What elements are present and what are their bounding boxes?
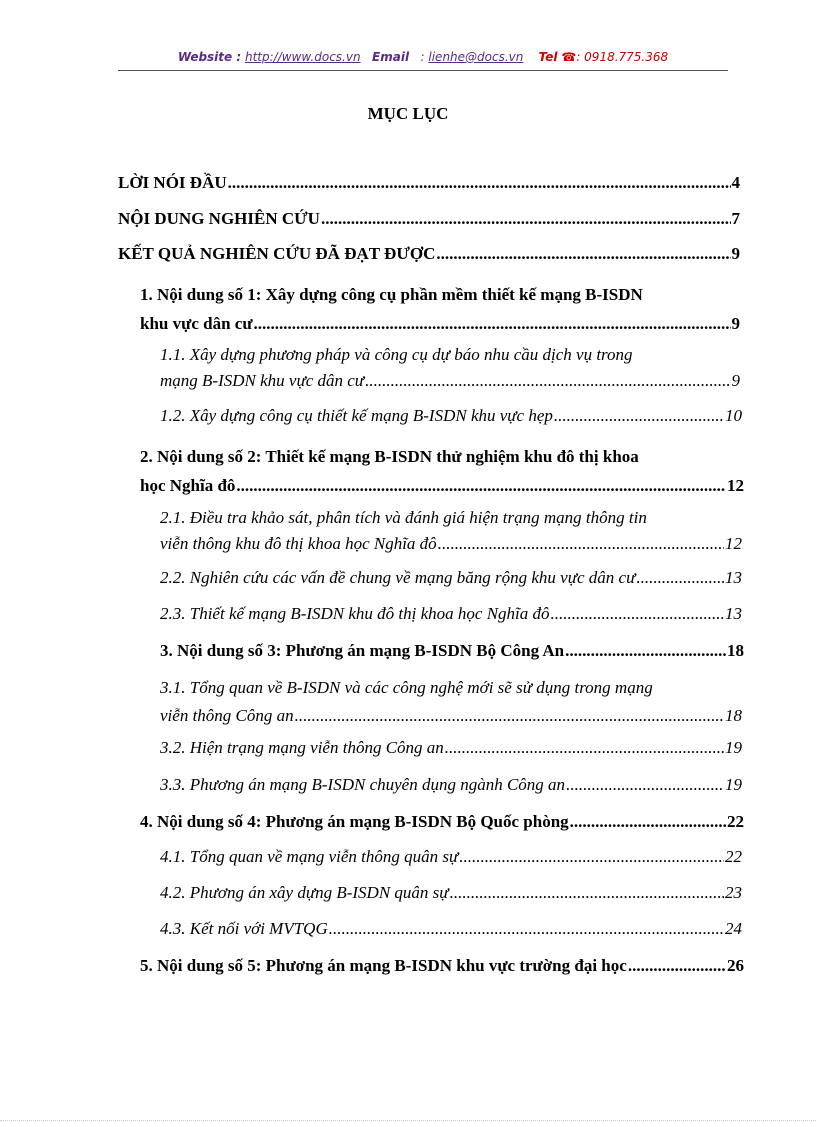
toc-page-number: 7 [731,209,740,228]
toc-entry-text: 2.1. Điều tra khảo sát, phân tích và đánh giá hiện trạng mạng thông tin [160,508,647,527]
toc-entry[interactable] [118,208,740,230]
toc-entry-text: học Nghĩa đô [140,476,236,495]
toc-entry-text: 1.2. Xây dựng công cụ thiết kế mạng B-ISDN khu vực hẹp [160,406,553,425]
website-link[interactable]: http://www.docs.vn [244,50,361,64]
toc-entry-text: viễn thông Công an [160,706,294,725]
tel-label: Tel [538,50,558,64]
toc-page-number: 19 [725,775,742,794]
phone-icon: ☎ [561,50,577,64]
toc-entry-text: NỘI DUNG NGHIÊN CỨU [118,209,320,228]
toc-entry[interactable] [118,243,740,265]
toc-entry-text: 2.3. Thiết kế mạng B-ISDN khu đô thị khoa học Nghĩa đô [160,604,550,623]
email-sep: : [420,50,425,64]
toc-page-number: 9 [731,244,740,263]
toc-page-number: 13 [725,604,742,623]
website-label: Website : [177,50,242,64]
toc-entry[interactable] [160,342,740,394]
toc-entry-text: KẾT QUẢ NGHIÊN CỨU ĐÃ ĐẠT ĐƯỢC [118,244,436,263]
toc-page-number: 22 [727,812,744,831]
toc-entry[interactable] [160,567,742,589]
toc-page-number: 9 [731,314,740,333]
toc-entry-text: 1.1. Xây dựng phương pháp và công cụ dự báo nhu cầu dịch vụ trong [160,345,633,364]
toc-entry-text: 2.2. Nghiên cứu các vấn đề chung về mạng băng rộng khu vực dân cư [160,568,636,587]
toc-entry-text: viễn thông khu đô thị khoa học Nghĩa đô [160,534,437,553]
toc-entry-text: khu vực dân cư [140,314,253,333]
toc-page-number: 4 [731,173,740,192]
toc-page-number: 10 [725,406,742,425]
site-header [118,50,728,64]
email-link[interactable]: lienhe@docs.vn [428,50,524,64]
toc-entry-text: 4.1. Tổng quan về mạng viễn thông quân sự [160,847,459,866]
toc-entry-text: mạng B-ISDN khu vực dân cư [160,371,365,390]
toc-entry[interactable] [140,280,740,338]
page-bottom-edge [0,1120,816,1121]
page-title: MỤC LỤC [367,104,449,123]
toc-entry[interactable] [160,846,742,868]
toc-entry[interactable] [140,955,744,977]
toc-page-number: 9 [731,371,740,390]
header-divider [118,70,728,71]
toc-entry-text: 3.3. Phương án mạng B-ISDN chuyên dụng ngành Công an [160,775,566,794]
toc-page-number: 19 [725,738,742,757]
toc-entry[interactable] [160,405,742,427]
toc-page-number: 12 [725,534,742,553]
toc-entry-text: 1. Nội dung số 1: Xây dựng công cụ phần mềm thiết kế mạng B-ISDN [140,285,643,304]
toc-entry[interactable] [160,882,742,904]
tel-value: : 0918.775.368 [576,50,669,64]
toc-page-number: 22 [725,847,742,866]
toc-entry-text: 4.3. Kết nối với MVTQG [160,919,328,938]
toc-page-number: 26 [727,956,744,975]
toc-entry-text: 3. Nội dung số 3: Phương án mạng B-ISDN Bộ Công An [160,641,565,660]
toc-entry-text: 5. Nội dung số 5: Phương án mạng B-ISDN khu vực trường đại học [140,956,627,975]
toc-entry[interactable] [160,737,742,759]
toc-entry-text: 3.1. Tổng quan về B-ISDN và các công nghệ mới sẽ sử dụng trong mạng [160,678,653,697]
toc-page-number: 24 [725,919,742,938]
toc-page-number: 23 [725,883,742,902]
toc-page-number: 18 [727,641,744,660]
email-label: Email [372,50,410,64]
toc-entry-text: 2. Nội dung số 2: Thiết kế mạng B-ISDN thử nghiệm khu đô thị khoa [140,447,639,466]
toc-entry[interactable] [118,172,740,194]
toc-entry-text: 3.2. Hiện trạng mạng viễn thông Công an [160,738,444,757]
toc-entry[interactable] [160,640,744,662]
toc-page-number: 12 [727,476,744,495]
toc-entry[interactable] [160,918,742,940]
toc-entry[interactable] [160,674,742,730]
toc-page-number: 13 [725,568,742,587]
toc-entry-text: 4. Nội dung số 4: Phương án mạng B-ISDN Bộ Quốc phòng [140,812,569,831]
toc-entry-text: 4.2. Phương án xây dựng B-ISDN quân sự [160,883,449,902]
toc-entry[interactable] [160,603,742,625]
toc-entry[interactable] [160,774,742,796]
toc-page-number: 18 [725,706,742,725]
toc-entry[interactable] [140,442,744,500]
toc-entry[interactable] [160,505,742,557]
toc-entry-text: LỜI NÓI ĐẦU [118,173,227,192]
toc-entry[interactable] [140,811,744,833]
